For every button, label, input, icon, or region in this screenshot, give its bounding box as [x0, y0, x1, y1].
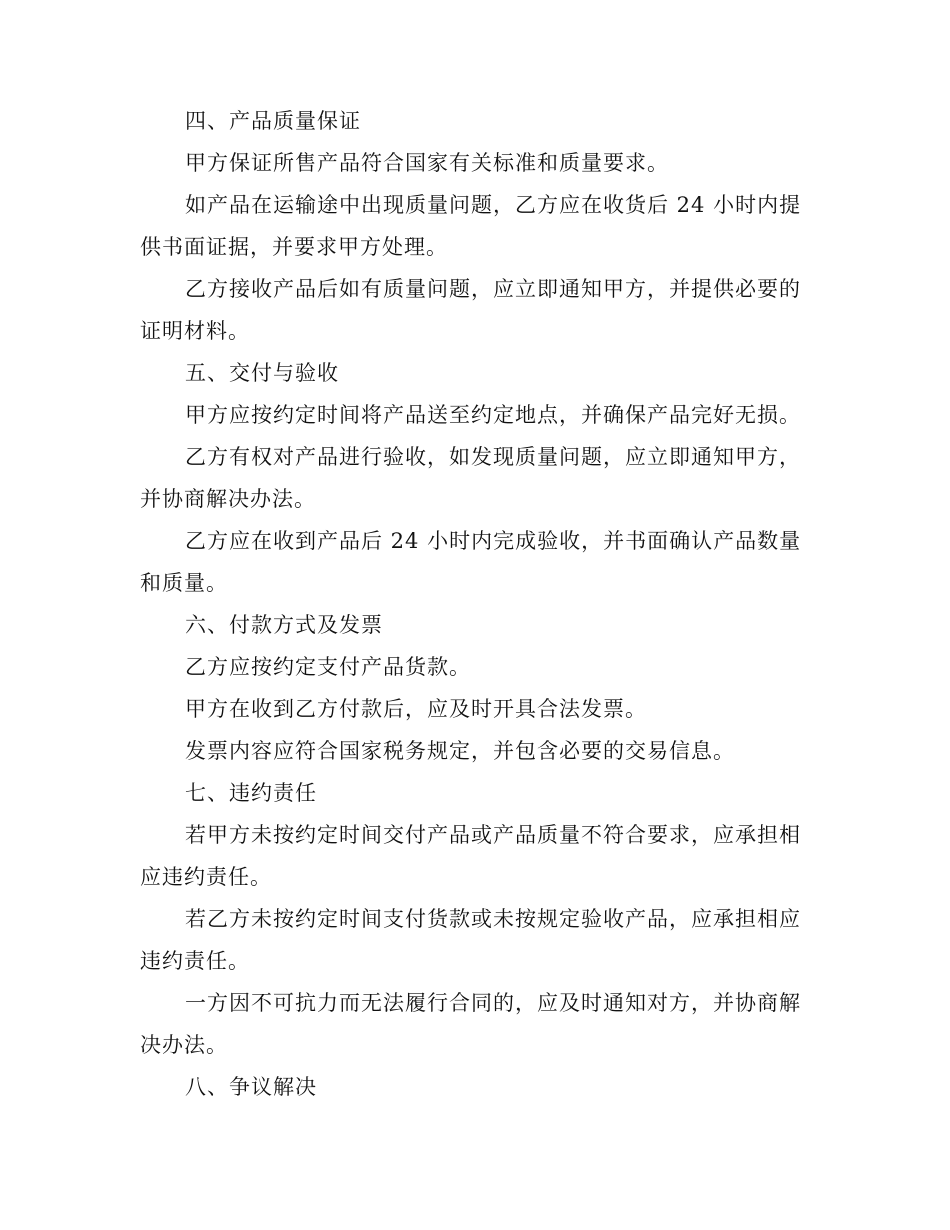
section-heading-quality: 四、产品质量保证 — [185, 109, 361, 133]
paragraph: 甲方应按约定时间将产品送至约定地点，并确保产品完好无损。 — [185, 403, 801, 427]
paragraph: 乙方接收产品后如有质量问题，应立即通知甲方，并提供必要的证明材料。 — [140, 277, 801, 343]
paragraph: 一方因不可抗力而无法履行合同的，应及时通知对方，并协商解决办法。 — [140, 991, 801, 1057]
paragraph: 若甲方未按约定时间交付产品或产品质量不符合要求，应承担相应违约责任。 — [140, 823, 801, 889]
paragraph: 发票内容应符合国家税务规定，并包含必要的交易信息。 — [185, 739, 735, 763]
section-heading-delivery: 五、交付与验收 — [185, 361, 339, 385]
paragraph: 乙方有权对产品进行验收，如发现质量问题，应立即通知甲方，并协商解决办法。 — [140, 445, 801, 511]
section-heading-liability: 七、违约责任 — [185, 781, 317, 805]
paragraph: 乙方应按约定支付产品货款。 — [185, 655, 471, 679]
paragraph: 甲方在收到乙方付款后，应及时开具合法发票。 — [185, 697, 647, 721]
paragraph: 如产品在运输途中出现质量问题，乙方应在收货后 24 小时内提供书面证据，并要求甲方处理。 — [140, 193, 802, 259]
document-body — [140, 100, 820, 1108]
paragraph: 甲方保证所售产品符合国家有关标准和质量要求。 — [185, 151, 669, 175]
section-heading-payment: 六、付款方式及发票 — [185, 613, 383, 637]
paragraph: 若乙方未按约定时间支付货款或未按规定验收产品，应承担相应违约责任。 — [140, 907, 801, 973]
paragraph: 乙方应在收到产品后 24 小时内完成验收，并书面确认产品数量和质量。 — [140, 529, 802, 595]
section-heading-dispute: 八、争议解决 — [185, 1075, 317, 1099]
